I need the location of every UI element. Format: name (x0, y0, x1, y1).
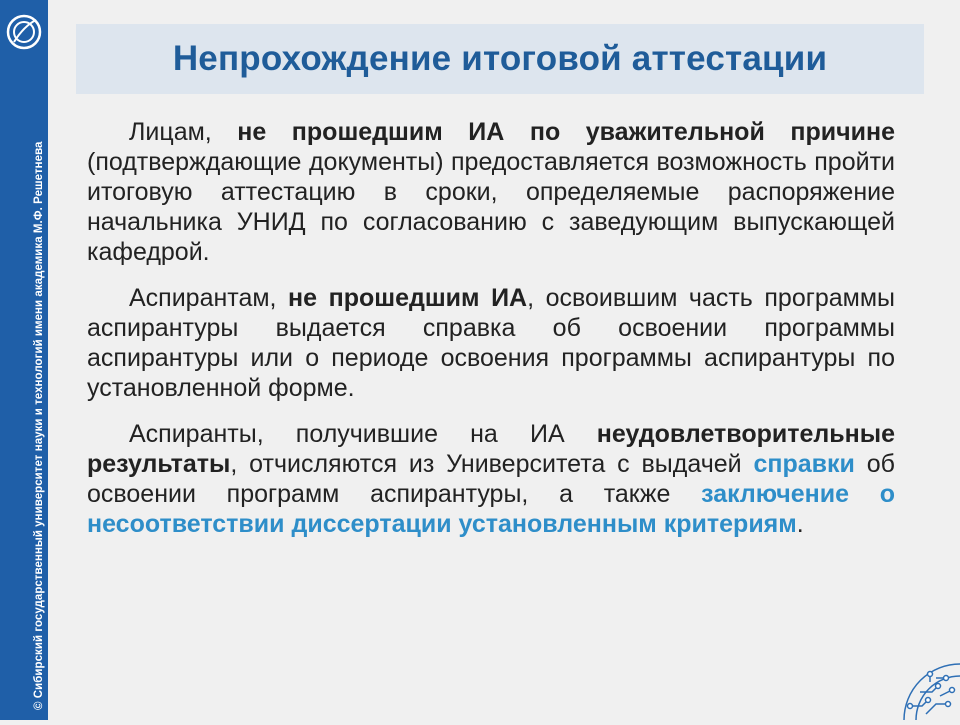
paragraph-3-text-2: , отчисляются из Университета с выдачей (230, 450, 754, 478)
title-bar (76, 24, 924, 94)
paragraph-3-text-1: Аспиранты, получившие на ИА (129, 420, 597, 448)
highlight-certificate: справки (753, 450, 855, 478)
university-caption: © Сибирский государственный университет науки и технологий имени академика М.Ф. Решетнева (33, 141, 45, 710)
paragraph-1-text-1: Лицам, (129, 118, 238, 146)
page-title: Непрохождение итоговой аттестации (172, 39, 828, 78)
paragraph-2-bold: не прошедшим ИА (288, 284, 528, 312)
sidebar (0, 0, 48, 720)
paragraph-1 (87, 117, 895, 267)
paragraph-3-bold: неудовлетворительные результаты (87, 420, 895, 478)
paragraph-2-text-2: , освоившим часть программы аспирантуры выдается справка об освоении программы аспирантуры или о периоде освоения программы аспирантуры по установленной форме. (87, 284, 895, 402)
highlight-conclusion: заключение о несоответствии диссертации установленным критериям (87, 480, 896, 538)
circuit-globe-icon (896, 656, 960, 720)
content (87, 117, 895, 555)
paragraph-1-bold: не прошедшим ИА по уважительной причине (237, 118, 895, 146)
paragraph-2-text-1: Аспирантам, (129, 284, 289, 312)
paragraph-3-text-4: . (796, 510, 804, 538)
paragraph-2 (87, 283, 895, 403)
paragraph-1-text-2: (подтверждающие документы) предоставляется возможность пройти итоговую аттестацию в сроки, определяемые распоряжение начальника УНИД по согласованию с заведующим выпускающей кафедрой. (87, 148, 895, 266)
paragraph-3-text-3: об освоении программ аспирантуры, а также (87, 450, 895, 508)
university-logo-icon (0, 0, 48, 64)
paragraph-3 (87, 419, 895, 539)
